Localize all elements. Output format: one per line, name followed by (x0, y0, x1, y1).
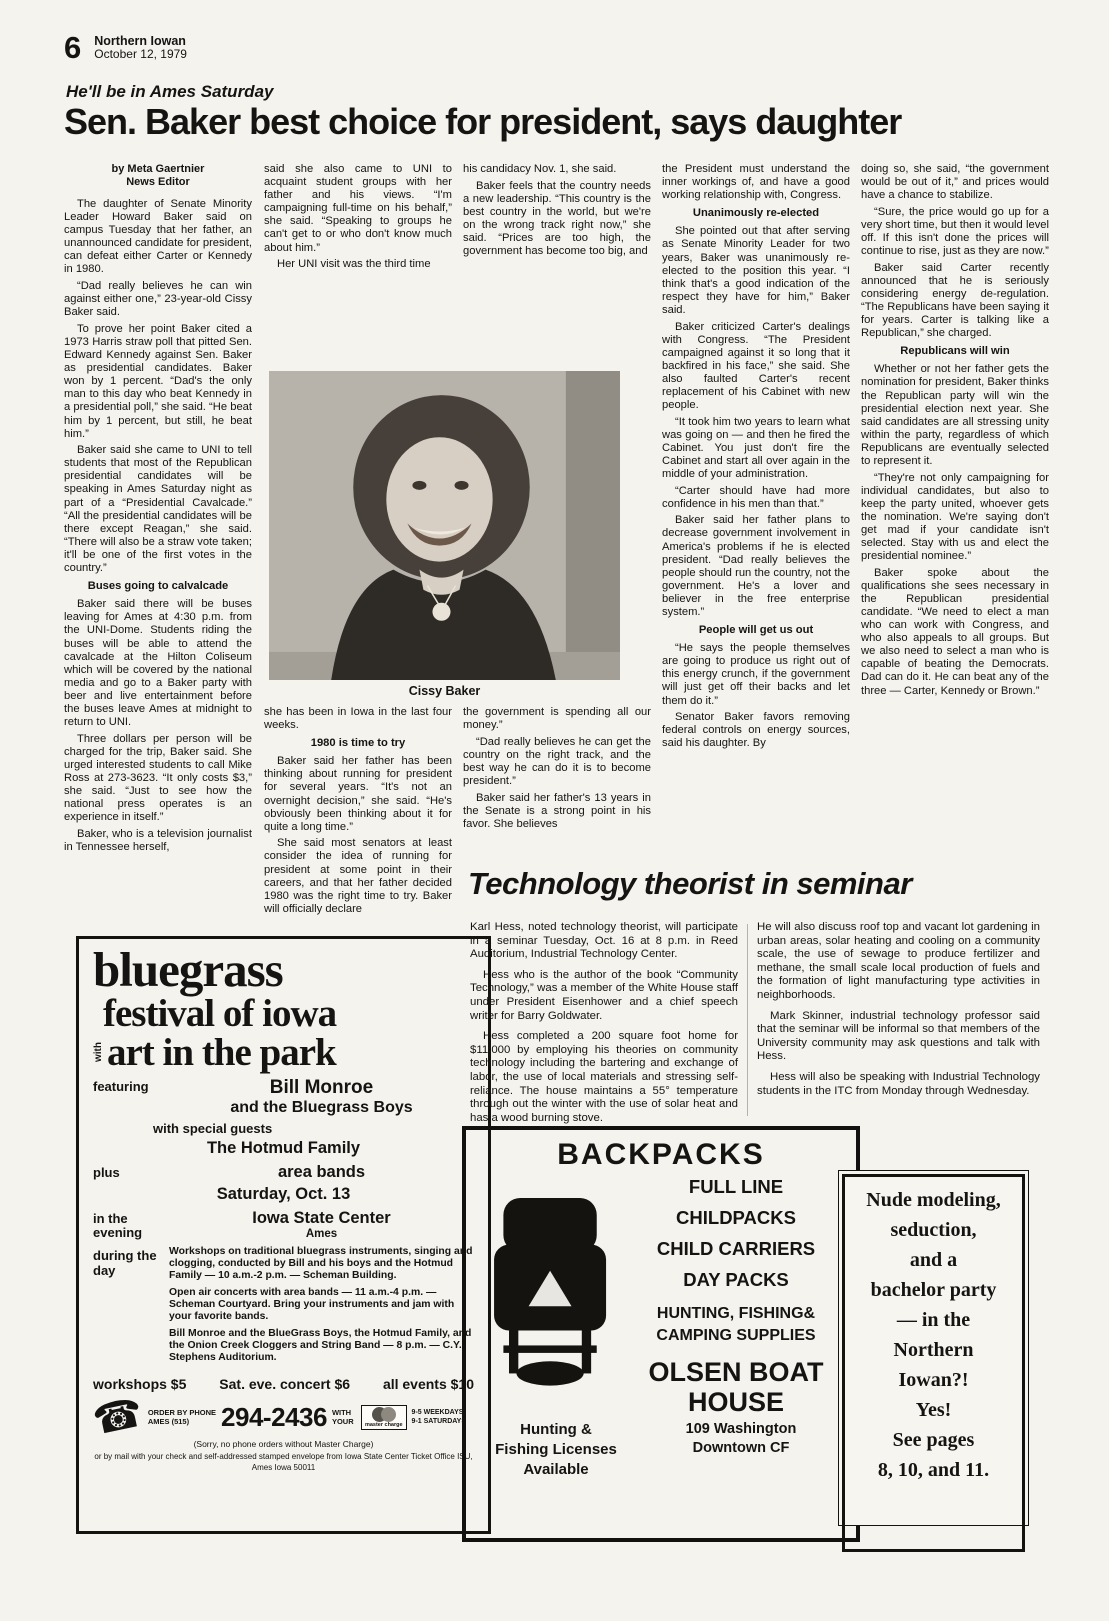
paragraph: Fishing Licenses (495, 1440, 617, 1458)
paragraph: See pages (892, 1429, 975, 1451)
supplies-line1: HUNTING, FISHING& (656, 1305, 816, 1322)
price-list (93, 1376, 474, 1392)
tech-headline: Technology theorist in seminar (468, 866, 912, 901)
master-charge-circles-icon (372, 1407, 396, 1422)
paragraph: “Dad really believes he can get the country on the right track, and the best way he can do it is to become president.” (463, 735, 651, 787)
phone-hours (412, 1408, 466, 1426)
byline (64, 163, 252, 189)
paragraph: Baker, who is a television journalist in Tennessee herself, (64, 827, 252, 853)
article-column-2-bottom (264, 706, 452, 919)
telephone-icon: ☎ (88, 1390, 147, 1445)
portrait-illustration (269, 371, 620, 680)
tech-column-2 (757, 921, 1040, 1105)
main-headline: Sen. Baker best choice for president, says daughter (64, 101, 902, 142)
paragraph: She pointed out that after serving as Senate Minority Leader for two years, Baker was unanimously re-elected to the position this year. “I think that's a good indication of the respect they have for him,” Baker said. (662, 225, 850, 316)
photo-caption: Cissy Baker (408, 684, 481, 698)
supplies-line2: CAMPING SUPPLIES (656, 1326, 816, 1344)
store-name (626, 1358, 846, 1417)
paragraph: Baker said her father's 13 years in the Senate is a strong point in his favor. She believes (463, 791, 651, 830)
event-date: Saturday, Oct. 13 (216, 1184, 351, 1203)
paragraph: seduction, (890, 1219, 977, 1241)
paragraph: DAY PACKS (683, 1269, 789, 1290)
backpacks-title: BACKPACKS (557, 1138, 765, 1171)
paragraph: Hess will also be speaking with Industrial Technology students in the ITC from Monday through Wednesday. (757, 1070, 1040, 1097)
licenses-text (476, 1420, 636, 1481)
paragraph: 8, 10, and 11. (877, 1459, 990, 1481)
mail-order-note: or by mail with your check and self-addressed stamped envelope from Iowa State Center Ticket Office ISU, Ames Iowa 50011 (94, 1452, 473, 1472)
order-label: ORDER BY PHONE (147, 1408, 217, 1418)
paragraph: “Dad really believes he can win against either one,” 23-year-old Cissy Baker said. (64, 280, 252, 319)
paragraph: Baker criticized Carter's dealings with Congress. “The President campaigned against it so long that it backfired in his face,” she said. She also faulted Carter's recent replacement of his Cabinet with new people. (662, 320, 850, 412)
nude-ad-text (842, 1174, 1025, 1552)
backpack-silhouette-icon (481, 1186, 621, 1391)
article-column-4 (662, 163, 850, 754)
phone-order-note: (Sorry, no phone orders without Master Charge) (193, 1439, 374, 1450)
paragraph: Baker said she came to UNI to tell students that most of the Republican presidential candidates will be speaking in Ames Saturday night as part of a “Presidential Cavalcade.” “All the presidential candidates will be there except Reagan,” she said. “There will also be a straw vote taken; it'll be one of the first votes in the country.” (64, 444, 252, 575)
paragraph: and a (909, 1249, 958, 1271)
paragraph: Hess who is the author of the book “Community Technology,” was a member of the White House staff under President Eisenhower and a chief speech writer for Barry Goldwater. (470, 968, 738, 1022)
article-subhead: Buses going to calvalcade (87, 580, 229, 593)
supplies-text (626, 1303, 846, 1346)
paragraph: the government is spending all our money.” (463, 706, 651, 732)
paragraph: FULL LINE (688, 1176, 784, 1197)
paragraph: “Sure, the price would go up for a very short time, but then it would level off. If this isn't done the prices will continue to rise, just as they are now.” (861, 205, 1049, 258)
paragraph: Baker said her father has been thinking about running for president for several years. “It's not an overnight decision,” she said. “He's obviously been thinking about it for quite a long time.” (264, 755, 452, 833)
page-number: 6 (64, 30, 82, 65)
cissy-baker-photo (269, 371, 620, 680)
paragraph: — in the (896, 1309, 971, 1331)
price-workshops: workshops $5 (93, 1376, 187, 1393)
paper-name: Northern Iowan (94, 34, 186, 48)
paragraph: Open air concerts with area bands — 11 a.m.-4 p.m. — Scheman Courtyard. Bring your instruments and jam with your favorite bands. (169, 1287, 455, 1323)
paragraph: CHILDPACKS (676, 1207, 796, 1228)
price-concert: Sat. eve. concert $6 (219, 1376, 351, 1393)
price-all-events: all events $10 (382, 1376, 474, 1393)
saturday-hours: 9-1 SATURDAYS (411, 1418, 467, 1426)
venue: Iowa State Center (252, 1208, 391, 1227)
nude-modeling-house-ad (838, 1170, 1029, 1526)
bluegrass-title-line2: festival of iowa (103, 991, 337, 1035)
master-charge-logo (361, 1405, 407, 1430)
bluegrass-title (93, 942, 474, 1074)
kicker: He'll be in Ames Saturday (66, 82, 274, 101)
paragraph: Iowan?! (898, 1369, 969, 1391)
order-by-phone-label (148, 1408, 216, 1427)
backpack-image (476, 1176, 626, 1418)
bluegrass-festival-ad (76, 936, 491, 1534)
headliner-name: Bill Monroe (269, 1076, 374, 1098)
store-name-line2: HOUSE (687, 1386, 785, 1417)
address-line1: 109 Washington (685, 1420, 797, 1437)
tech-column-divider (747, 924, 748, 1116)
article-column-3-bottom (463, 706, 651, 834)
paragraph: He will also discuss roof top and vacant lot gardening in urban areas, solar heating and cooling on a community scale, the use of sewage to produce fertilizer and methane, the small scale local production of fuels and the formation of light manufacturing type activities in neighborhoods. (757, 921, 1040, 1001)
store-address (636, 1420, 846, 1481)
column-1-text (64, 198, 252, 854)
area-bands: area bands (277, 1162, 366, 1181)
paragraph: She said most senators at least consider the idea of running for president at some point in their careers, and that her father decided 1980 was the right time to try. Baker will officially declare (264, 837, 452, 915)
day-details (169, 1246, 474, 1369)
paragraph: To prove her point Baker cited a 1973 Harris straw poll that pitted Sen. Edward Kennedy against Sen. Baker as presidential candidates. Baker won by 1 percent. “Dad's the only man to this day who beat Kennedy in a presidential poll,” she said. “He beat him by 1 percent, but still, he beat him.” (64, 322, 252, 440)
paragraph: The daughter of Senate Minority Leader Howard Baker said on campus Tuesday that her father, an unannounced candidate for president, can defeat either Carter or Kennedy in 1980. (64, 198, 252, 276)
paragraph: “He says the people themselves are going to produce us right out of this energy crunch, if the government will just get off their backs and let them do it.” (662, 642, 850, 707)
paragraph: Hunting & (520, 1420, 592, 1438)
paragraph: bachelor party (870, 1279, 997, 1301)
paragraph: Karl Hess, noted technology theorist, will participate in a seminar Tuesday, Oct. 16 at 8 p.m. in Reed Auditorium, Industrial Technology Center. (470, 921, 738, 961)
paragraph: Nude modeling, (866, 1189, 1001, 1211)
headliner-band: and the Bluegrass Boys (230, 1098, 413, 1116)
venue-city: Ames (305, 1227, 338, 1240)
featuring-label: featuring (93, 1078, 149, 1094)
paragraph: Mark Skinner, industrial technology professor said that the seminar will be informal so that members of the University community may ask questions and talk with Hess. (757, 1009, 1040, 1063)
paragraph: Three dollars per person will be charged for the trip, Baker said. She urged interested students to call Mike Ross at 273-3623. “It only costs $3,” she said. “Just to see how the national press operates is an experience in itself.” (64, 732, 252, 824)
weekday-hours: 9-5 WEEKDAYS (411, 1409, 464, 1417)
paragraph: “They're not only campaigning for individual candidates, but also to keep the party united, whoever gets the nomination. We're saying don't get mad if your candidate isn't selected. Stay with us and elect the presidential nominee.” (861, 471, 1049, 563)
article-column-3-top (463, 163, 651, 262)
paragraph: Whether or not her father gets the nomination for president, Baker thinks the Republican party will win the presidential election next year. She said candidates are all stressing unity within the party, regardless of which Republicans are eventually selected to represent it. (861, 363, 1049, 467)
backpacks-product-lines (626, 1176, 846, 1291)
with-your-label: WITH YOUR (331, 1408, 354, 1427)
paper-date: October 12, 1979 (94, 47, 187, 62)
special-guests-label: with special guests (153, 1120, 273, 1136)
address-line2: Downtown CF (692, 1440, 790, 1457)
paragraph: his candidacy Nov. 1, she said. (463, 163, 617, 175)
article-column-2-top (264, 163, 452, 275)
article-subhead: Republicans will win (900, 345, 1010, 358)
paragraph: Bill Monroe and the BlueGrass Boys, the Hotmud Family, and the Onion Creek Cloggers and String Band — 8 p.m. — C.Y. Stephens Auditorium. (169, 1328, 472, 1364)
paragraph: the President must understand the inner workings of, and have a good working relationship with, Congress. (662, 163, 850, 202)
plus-label: plus (93, 1164, 120, 1180)
article-subhead: Unanimously re-elected (692, 207, 820, 220)
paragraph: Her UNI visit was the third time (277, 258, 431, 271)
paragraph: Yes! (915, 1399, 952, 1421)
paragraph: Available (523, 1461, 589, 1479)
paragraph: Senator Baker favors removing federal controls on energy sources, said his daughter. By (662, 711, 850, 750)
bluegrass-title-with: with (93, 1042, 104, 1063)
paragraph: she has been in Iowa in the last four weeks. (264, 706, 452, 732)
guest-act: The Hotmud Family (206, 1138, 361, 1157)
tech-column-1 (470, 921, 738, 1132)
paragraph: Baker feels that the country needs a new leadership. “This country is the best country in the world, but we're on the wrong track right now,” she said. “Prices are too high, the government has become too big, and (463, 179, 651, 258)
article-column-5 (861, 163, 1049, 701)
paragraph: Baker said there will be buses leaving for Ames at 4:30 p.m. from the UNI-Dome. Students riding the buses will be able to attend the cavalcade at the Hilton Coliseum which will be covered by the national media and go to a Baker party with beer and live entertainment before the buses leave Ames at midnight to return to UNI. (64, 598, 252, 729)
paragraph: Baker spoke about the qualifications she sees necessary in the Republican presidential candidate. “We need to elect a man who can work with Congress, and who also appeals to all groups. But we also need to select a man who is capable of beating the Democrats. Dad can do it. He can beat any of the three — Carter, Kennedy or Brown.” (861, 566, 1049, 697)
day-label: during the day (93, 1248, 157, 1279)
paragraph: CHILD CARRIERS (656, 1238, 816, 1259)
article-subhead: 1980 is time to try (310, 737, 406, 750)
evening-label: in the evening (93, 1210, 143, 1241)
store-name-line1: OLSEN BOAT (648, 1357, 824, 1388)
paragraph: Baker said Carter recently announced that he is seriously considering energy de-regulation. “The Republicans have been saying it for years. Carter is talking like a Republican,” she charged. (861, 261, 1049, 340)
article-subhead: People will get us out (698, 624, 814, 637)
phone-number: 294-2436 (221, 1401, 327, 1432)
paragraph: “It took him two years to learn what was going on — and then he fired the Cabinet. You just don't fire the Cabinet and start all over again in the middle of your administration. (662, 415, 850, 481)
article-column-1 (64, 163, 252, 858)
paragraph: “Carter should have had more confidence in his men than that.” (662, 484, 850, 510)
paragraph: said she also came to UNI to acquaint student groups with her father and his views. “I'm campaigning full-time on his behalf,” she said. “Speaking to groups he can't get to or who don't know much about him.” (264, 163, 452, 254)
backpacks-ad (462, 1126, 860, 1542)
byline-title: News Editor (126, 176, 190, 188)
bluegrass-title-line3: art in the park (107, 1030, 336, 1074)
paragraph: doing so, she said, “the government would be out of it,” and prices would have a chance to stabilize. (861, 163, 1049, 202)
paragraph: Hess completed a 200 square foot home for $11,000 by employing his theories on community technology including the bartering and exchange of labor, the use of local materials and stressing self-reliance. The house maintains a 55° temperature through out the winter with the use of solar heat and has a wood burning stove. (470, 1030, 738, 1124)
byline-author: by Meta Gaertnier (111, 163, 205, 175)
master-charge-text: master charge (364, 1421, 403, 1428)
page-header (64, 30, 187, 65)
paragraph: Baker said her father plans to decrease government involvement in America's problems if he is elected president. “Dad really believes the people should run the country, not the government. He's a lover and believer in the free enterprise system.” (662, 514, 850, 618)
order-ames: AMES (515) (147, 1417, 190, 1427)
bluegrass-title-line1: bluegrass (93, 942, 283, 997)
paragraph: Northern (893, 1339, 974, 1361)
paragraph: Workshops on traditional bluegrass instruments, singing and clogging, conducted by Bill and his boys and the Hotmud Family — 10 a.m.-2 p.m. — Scheman Building. (169, 1246, 473, 1282)
